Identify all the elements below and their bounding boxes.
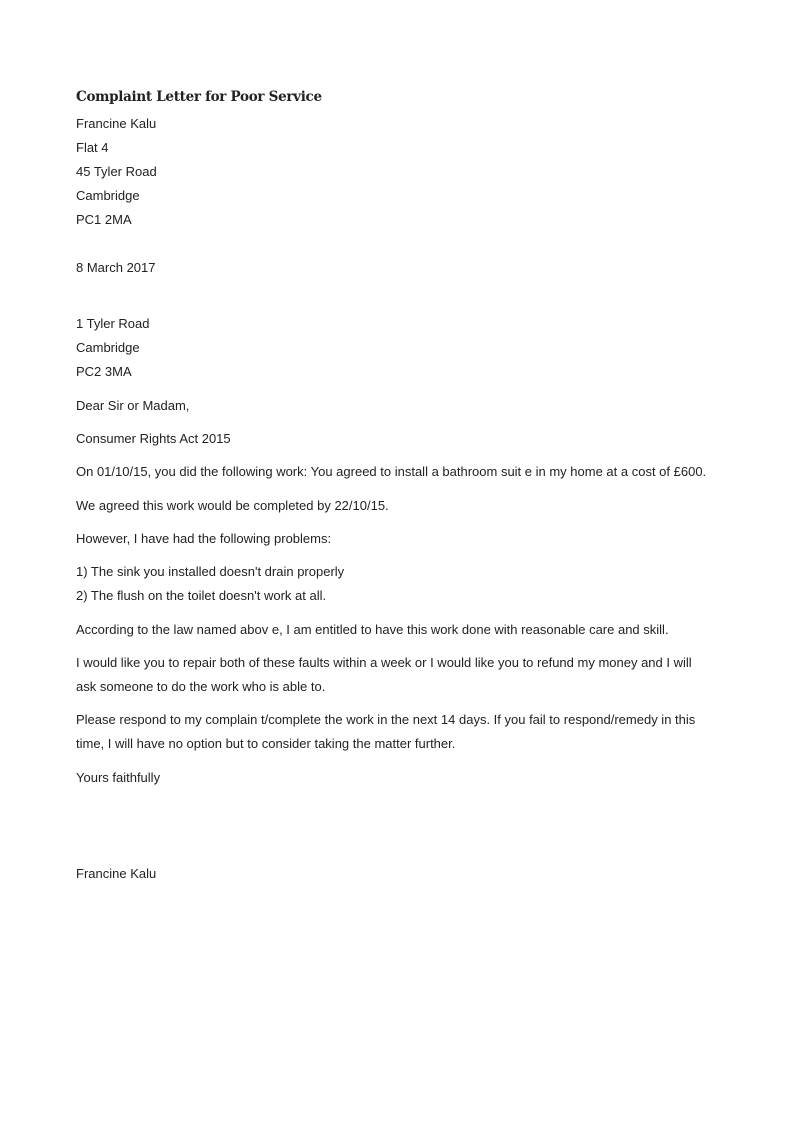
paragraph-problems-intro: However, I have had the following problems: [76, 531, 332, 546]
problem-item: 2) The flush on the toilet doesn't work at all. [76, 588, 327, 603]
recipient-address-line: 1 Tyler Road [76, 316, 150, 331]
recipient-address-line: PC2 3MA [76, 364, 132, 379]
problem-item: 1) The sink you installed doesn't drain properly [76, 564, 345, 579]
sender-address-line: PC1 2MA [76, 212, 132, 227]
paragraph-respond: time, I will have no option but to consider taking the matter further. [76, 736, 456, 751]
signature-name: Francine Kalu [76, 866, 157, 881]
sender-address-line: 45 Tyler Road [76, 164, 157, 179]
letter-date: 8 March 2017 [76, 260, 156, 275]
paragraph-deadline: We agreed this work would be completed by 22/10/15. [76, 498, 389, 513]
paragraph-entitlement: According to the law named abov e, I am entitled to have this work done with reasonable care and skill. [76, 622, 669, 637]
paragraph-request: I would like you to repair both of these faults within a week or I would like you to refund my money and I will [76, 655, 692, 670]
sender-address-line: Cambridge [76, 188, 140, 203]
paragraph-request: ask someone to do the work who is able to. [76, 679, 326, 694]
sender-address-line: Flat 4 [76, 140, 109, 155]
sender-name: Francine Kalu [76, 116, 157, 131]
closing: Yours faithfully [76, 770, 161, 785]
paragraph-respond: Please respond to my complain t/complete the work in the next 14 days. If you fail to respond/remedy in this [76, 712, 696, 727]
recipient-address-line: Cambridge [76, 340, 140, 355]
subject-line: Consumer Rights Act 2015 [76, 431, 231, 446]
salutation: Dear Sir or Madam, [76, 398, 190, 413]
document-title: Complaint Letter for Poor Service [76, 89, 322, 105]
paragraph-work-done: On 01/10/15, you did the following work: You agreed to install a bathroom suit e in my home at a cost of £600. [76, 464, 707, 479]
